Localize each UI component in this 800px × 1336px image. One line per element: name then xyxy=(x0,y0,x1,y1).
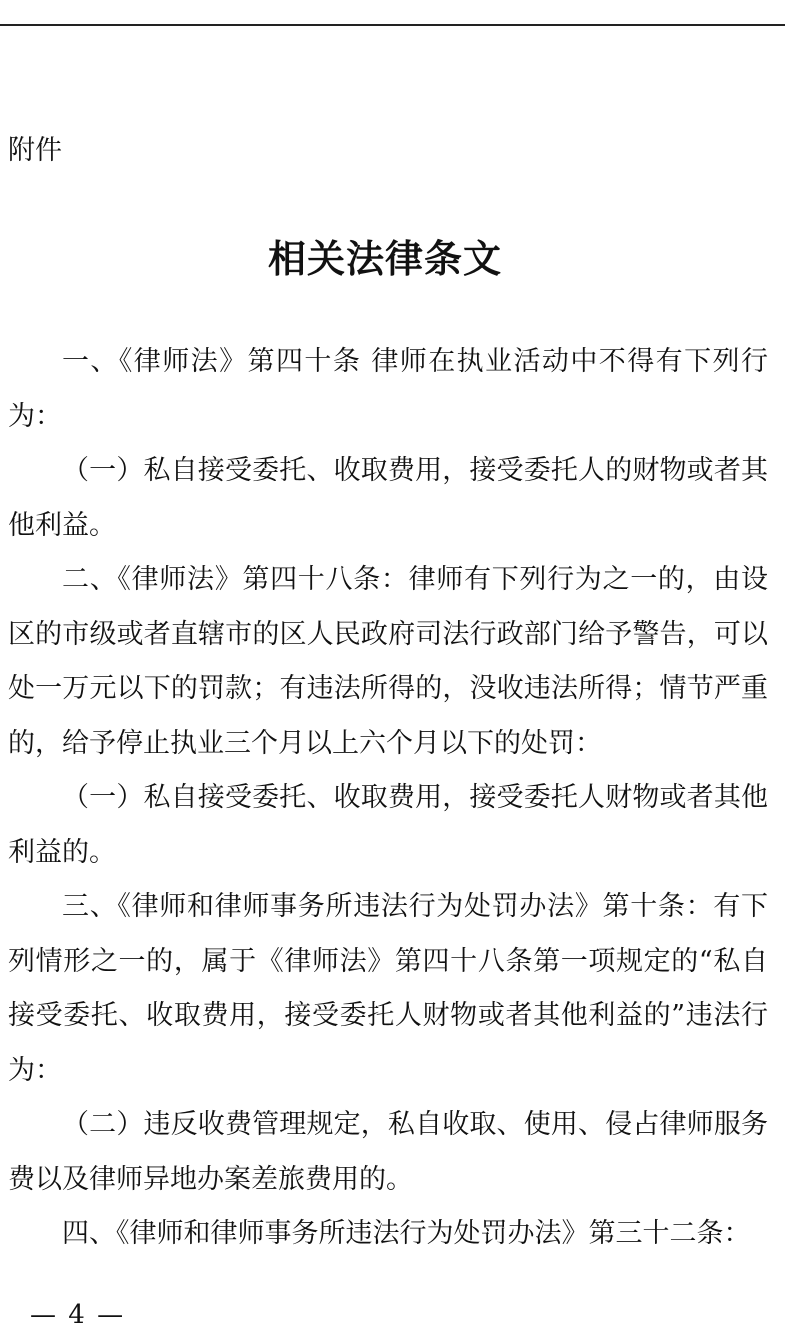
page-number: — 4 — xyxy=(30,1300,126,1330)
paragraph: 四、《律师和律师事务所违法行为处罚办法》第三十二条： xyxy=(62,1218,751,1249)
document-title: 相关法律条文 xyxy=(267,237,502,281)
paragraph: 三、《律师和律师事务所违法行为处罚办法》第十条：有下列情形之一的，属于《律师法》第四十八条第一项规定的“私自接受委托、收取费用，接受委托人财物或者其他利益的”违法行为： xyxy=(8,891,768,1086)
paragraph: （一）私自接受委托、收取费用，接受委托人财物或者其他利益的。 xyxy=(8,782,768,868)
paragraph: （一）私自接受委托、收取费用，接受委托人的财物或者其他利益。 xyxy=(8,455,768,541)
document-body xyxy=(8,335,768,1262)
attachment-label: 附件 xyxy=(8,135,62,166)
paragraph: 一、《律师法》第四十条 律师在执业活动中不得有下列行为： xyxy=(8,346,768,432)
paragraph: （二）违反收费管理规定，私自收取、使用、侵占律师服务费以及律师异地办案差旅费用的。 xyxy=(8,1109,768,1195)
paragraph: 二、《律师法》第四十八条：律师有下列行为之一的，由设区的市级或者直辖市的区人民政府司法行政部门给予警告，可以处一万元以下的罚款；有违法所得的，没收违法所得；情节严重的，给予停止执业三个月以上六个月以下的处罚： xyxy=(8,564,768,759)
top-rule xyxy=(0,24,785,26)
